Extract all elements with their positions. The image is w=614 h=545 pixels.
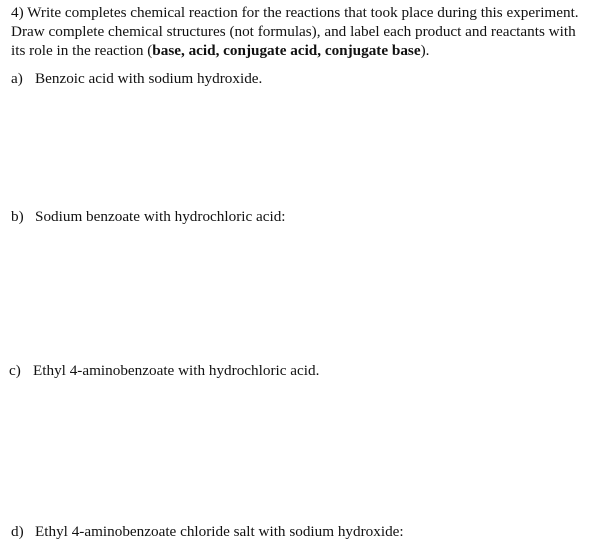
part-a-letter: a)	[11, 70, 23, 87]
part-c-answer-space	[0, 384, 614, 519]
role-labels: base, acid, conjugate acid, conjugate base	[152, 42, 421, 59]
part-c	[9, 362, 319, 380]
part-b-text: Sodium benzoate with hydrochloric acid:	[35, 208, 286, 225]
part-d-letter: d)	[11, 523, 24, 540]
part-d	[11, 523, 404, 541]
question-prompt	[11, 4, 611, 61]
part-c-text: Ethyl 4-aminobenzoate with hydrochloric acid.	[33, 362, 320, 379]
part-b	[11, 208, 286, 226]
part-b-answer-space	[0, 230, 614, 355]
part-d-text: Ethyl 4-aminobenzoate chloride salt with sodium hydroxide:	[35, 523, 404, 540]
question-line-3-prefix: its role in the reaction (	[11, 42, 153, 59]
question-line-2: Draw complete chemical structures (not formulas), and label each product and reactants with	[11, 23, 576, 40]
part-b-letter: b)	[11, 208, 24, 225]
question-line-3-suffix: ).	[420, 42, 430, 59]
part-a-text: Benzoic acid with sodium hydroxide.	[35, 70, 263, 87]
part-a-answer-space	[0, 92, 614, 202]
question-line-3	[11, 42, 611, 61]
part-a	[11, 70, 262, 88]
question-line-1: 4) Write completes chemical reaction for the reactions that took place during this experiment.	[11, 4, 579, 21]
part-c-letter: c)	[9, 362, 21, 379]
